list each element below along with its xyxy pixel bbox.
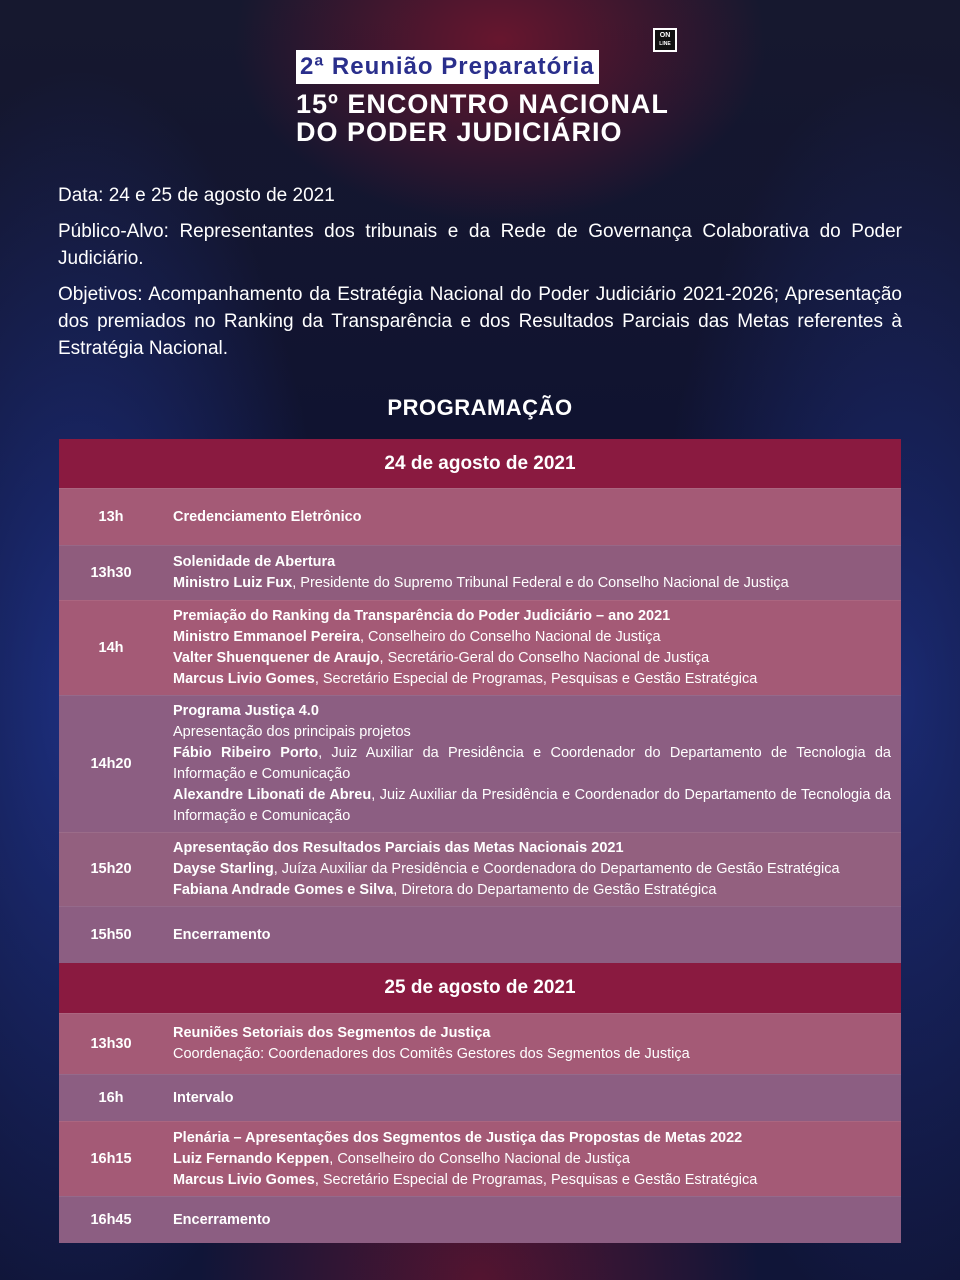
schedule-row <box>59 600 901 695</box>
row-time: 13h <box>98 508 124 525</box>
day-header-1: 24 de agosto de 2021 <box>59 439 901 488</box>
row-content: Plenária – Apresentações dos Segmentos de Justiça das Propostas de Metas 2022 Luiz Fernando Keppen, Conselheiro do Conselho Nacional de Justiça Marcus Livio Gomes, Secretário Especial de Programas, Pesquisas e Gestão Estratégica <box>173 1129 758 1188</box>
event-info <box>58 182 902 371</box>
row-content: Programa Justiça 4.0 Apresentação dos principais projetos Fábio Ribeiro Porto, Juiz Auxiliar da Presidência e Coordenador do Departamento de Tecnologia da Informação e Comunicação Alexandre Libonati de Abreu, Juiz Auxiliar da Presidência e Coordenador do Departamento de Tecnologia da Informação e Comunicação <box>173 703 891 824</box>
programacao-title: PROGRAMAÇÃO <box>387 395 573 420</box>
row-content: Encerramento <box>173 1211 271 1228</box>
row-time: 13h30 <box>90 564 132 581</box>
event-title: 15º ENCONTRO NACIONAL DO PODER JUDICIÁRIO <box>296 89 669 147</box>
schedule-row <box>59 545 901 600</box>
schedule-row <box>59 1196 901 1243</box>
schedule-row <box>59 695 901 832</box>
row-content: Premiação do Ranking da Transparência do Poder Judiciário – ano 2021 Ministro Emmanoel Pereira, Conselheiro do Conselho Nacional de Justiça Valter Shuenquener de Araujo, Secretário-Geral do Conselho Nacional de Justiça Marcus Livio Gomes, Secretário Especial de Programas, Pesquisas e Gestão Estratégica <box>173 608 758 687</box>
schedule-row <box>59 832 901 906</box>
schedule-row <box>59 1074 901 1121</box>
row-content: Solenidade de Abertura Ministro Luiz Fux, Presidente do Supremo Tribunal Federal e do Conselho Nacional de Justiça <box>173 554 789 591</box>
row-content: Apresentação dos Resultados Parciais das Metas Nacionais 2021 Dayse Starling, Juíza Auxiliar da Presidência e Coordenadora do Departamento de Gestão Estratégica Fabiana Andrade Gomes e Silva, Diretora do Departamento de Gestão Estratégica <box>173 840 840 898</box>
event-objectives: Objetivos: Acompanhamento da Estratégia Nacional do Poder Judiciário 2021-2026; Apresentação dos premiados no Ranking da Transparência e dos Resultados Parciais das Metas referentes à Estratégia Nacional. <box>58 284 902 359</box>
row-time: 14h20 <box>90 755 132 772</box>
schedule-row <box>59 906 901 963</box>
row-time: 14h <box>98 639 124 656</box>
row-content: Encerramento <box>173 926 271 943</box>
row-content: Credenciamento Eletrônico <box>173 508 362 525</box>
row-time: 16h <box>98 1089 124 1106</box>
schedule-row <box>59 1121 901 1196</box>
event-header <box>296 50 676 146</box>
row-time: 15h50 <box>90 926 132 943</box>
row-content: Intervalo <box>173 1089 234 1106</box>
row-time: 16h45 <box>90 1211 132 1228</box>
row-content: Reuniões Setoriais dos Segmentos de Justiça Coordenação: Coordenadores dos Comitês Gestores dos Segmentos de Justiça <box>173 1025 690 1062</box>
row-time: 16h15 <box>90 1150 132 1167</box>
event-audience: Público-Alvo: Representantes dos tribunais e da Rede de Governança Colaborativa do Poder Judiciário. <box>58 221 902 269</box>
schedule-table <box>59 439 901 1243</box>
online-badge: ON LINE <box>653 28 677 52</box>
schedule-row <box>59 488 901 545</box>
schedule-row <box>59 1013 901 1074</box>
day-header-2: 25 de agosto de 2021 <box>59 963 901 1013</box>
row-time: 13h30 <box>90 1035 132 1052</box>
row-time: 15h20 <box>90 861 132 877</box>
event-subtitle: 2ª Reunião Preparatória <box>296 50 599 84</box>
event-date: Data: 24 e 25 de agosto de 2021 <box>58 185 335 206</box>
